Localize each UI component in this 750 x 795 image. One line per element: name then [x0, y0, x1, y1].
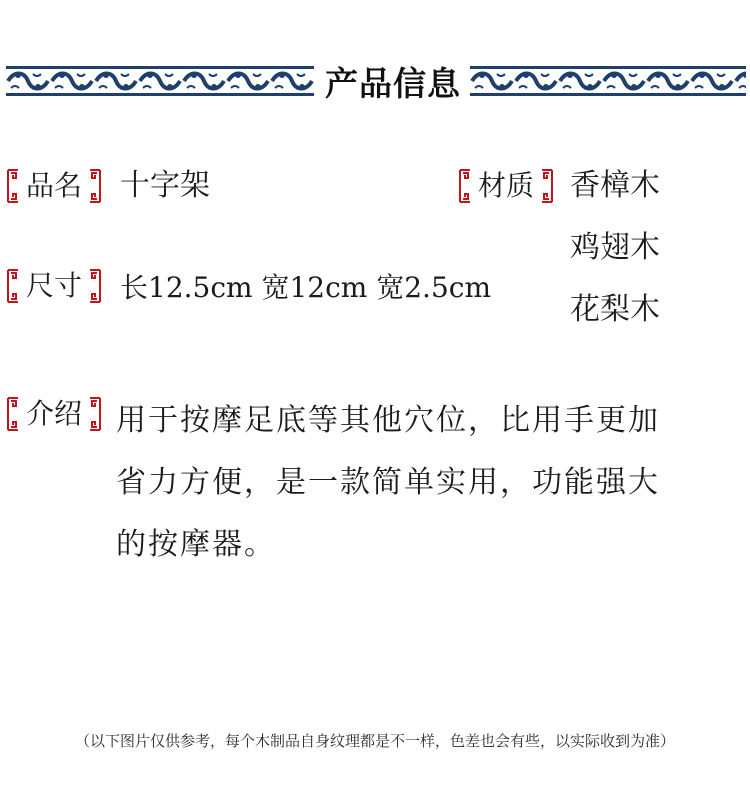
size-label-text: 尺寸 [25, 269, 82, 302]
header-pattern-right [470, 66, 746, 96]
intro-line: 的按摩器。 [116, 527, 276, 562]
intro-line: 用于按摩足底等其他穴位，比用手更加 [116, 403, 660, 438]
disclaimer-note: （以下图片仅供参考，每个木制品自身纹理都是不一样，色差也会有些，以实际收到为准） [74, 732, 675, 750]
intro-line: 省力方便，是一款简单实用，功能强大 [116, 465, 660, 500]
name-label-text: 品名 [25, 169, 82, 202]
size-value: 长12.5cm 宽12cm 宽2.5cm [120, 271, 492, 304]
material-value-3: 花梨木 [570, 292, 660, 327]
name-value: 十字架 [120, 168, 210, 203]
size-label [6, 266, 102, 306]
intro-text [116, 390, 716, 576]
intro-label-text: 介绍 [25, 397, 82, 430]
material-value-1: 香樟木 [570, 168, 660, 203]
material-label-text: 材质 [477, 169, 534, 202]
intro-label [6, 394, 102, 434]
material-label [458, 166, 554, 206]
page-title: 产品信息 [325, 64, 461, 103]
material-value-2: 鸡翅木 [570, 230, 660, 265]
header-pattern-left [6, 66, 314, 96]
name-label [6, 166, 102, 206]
